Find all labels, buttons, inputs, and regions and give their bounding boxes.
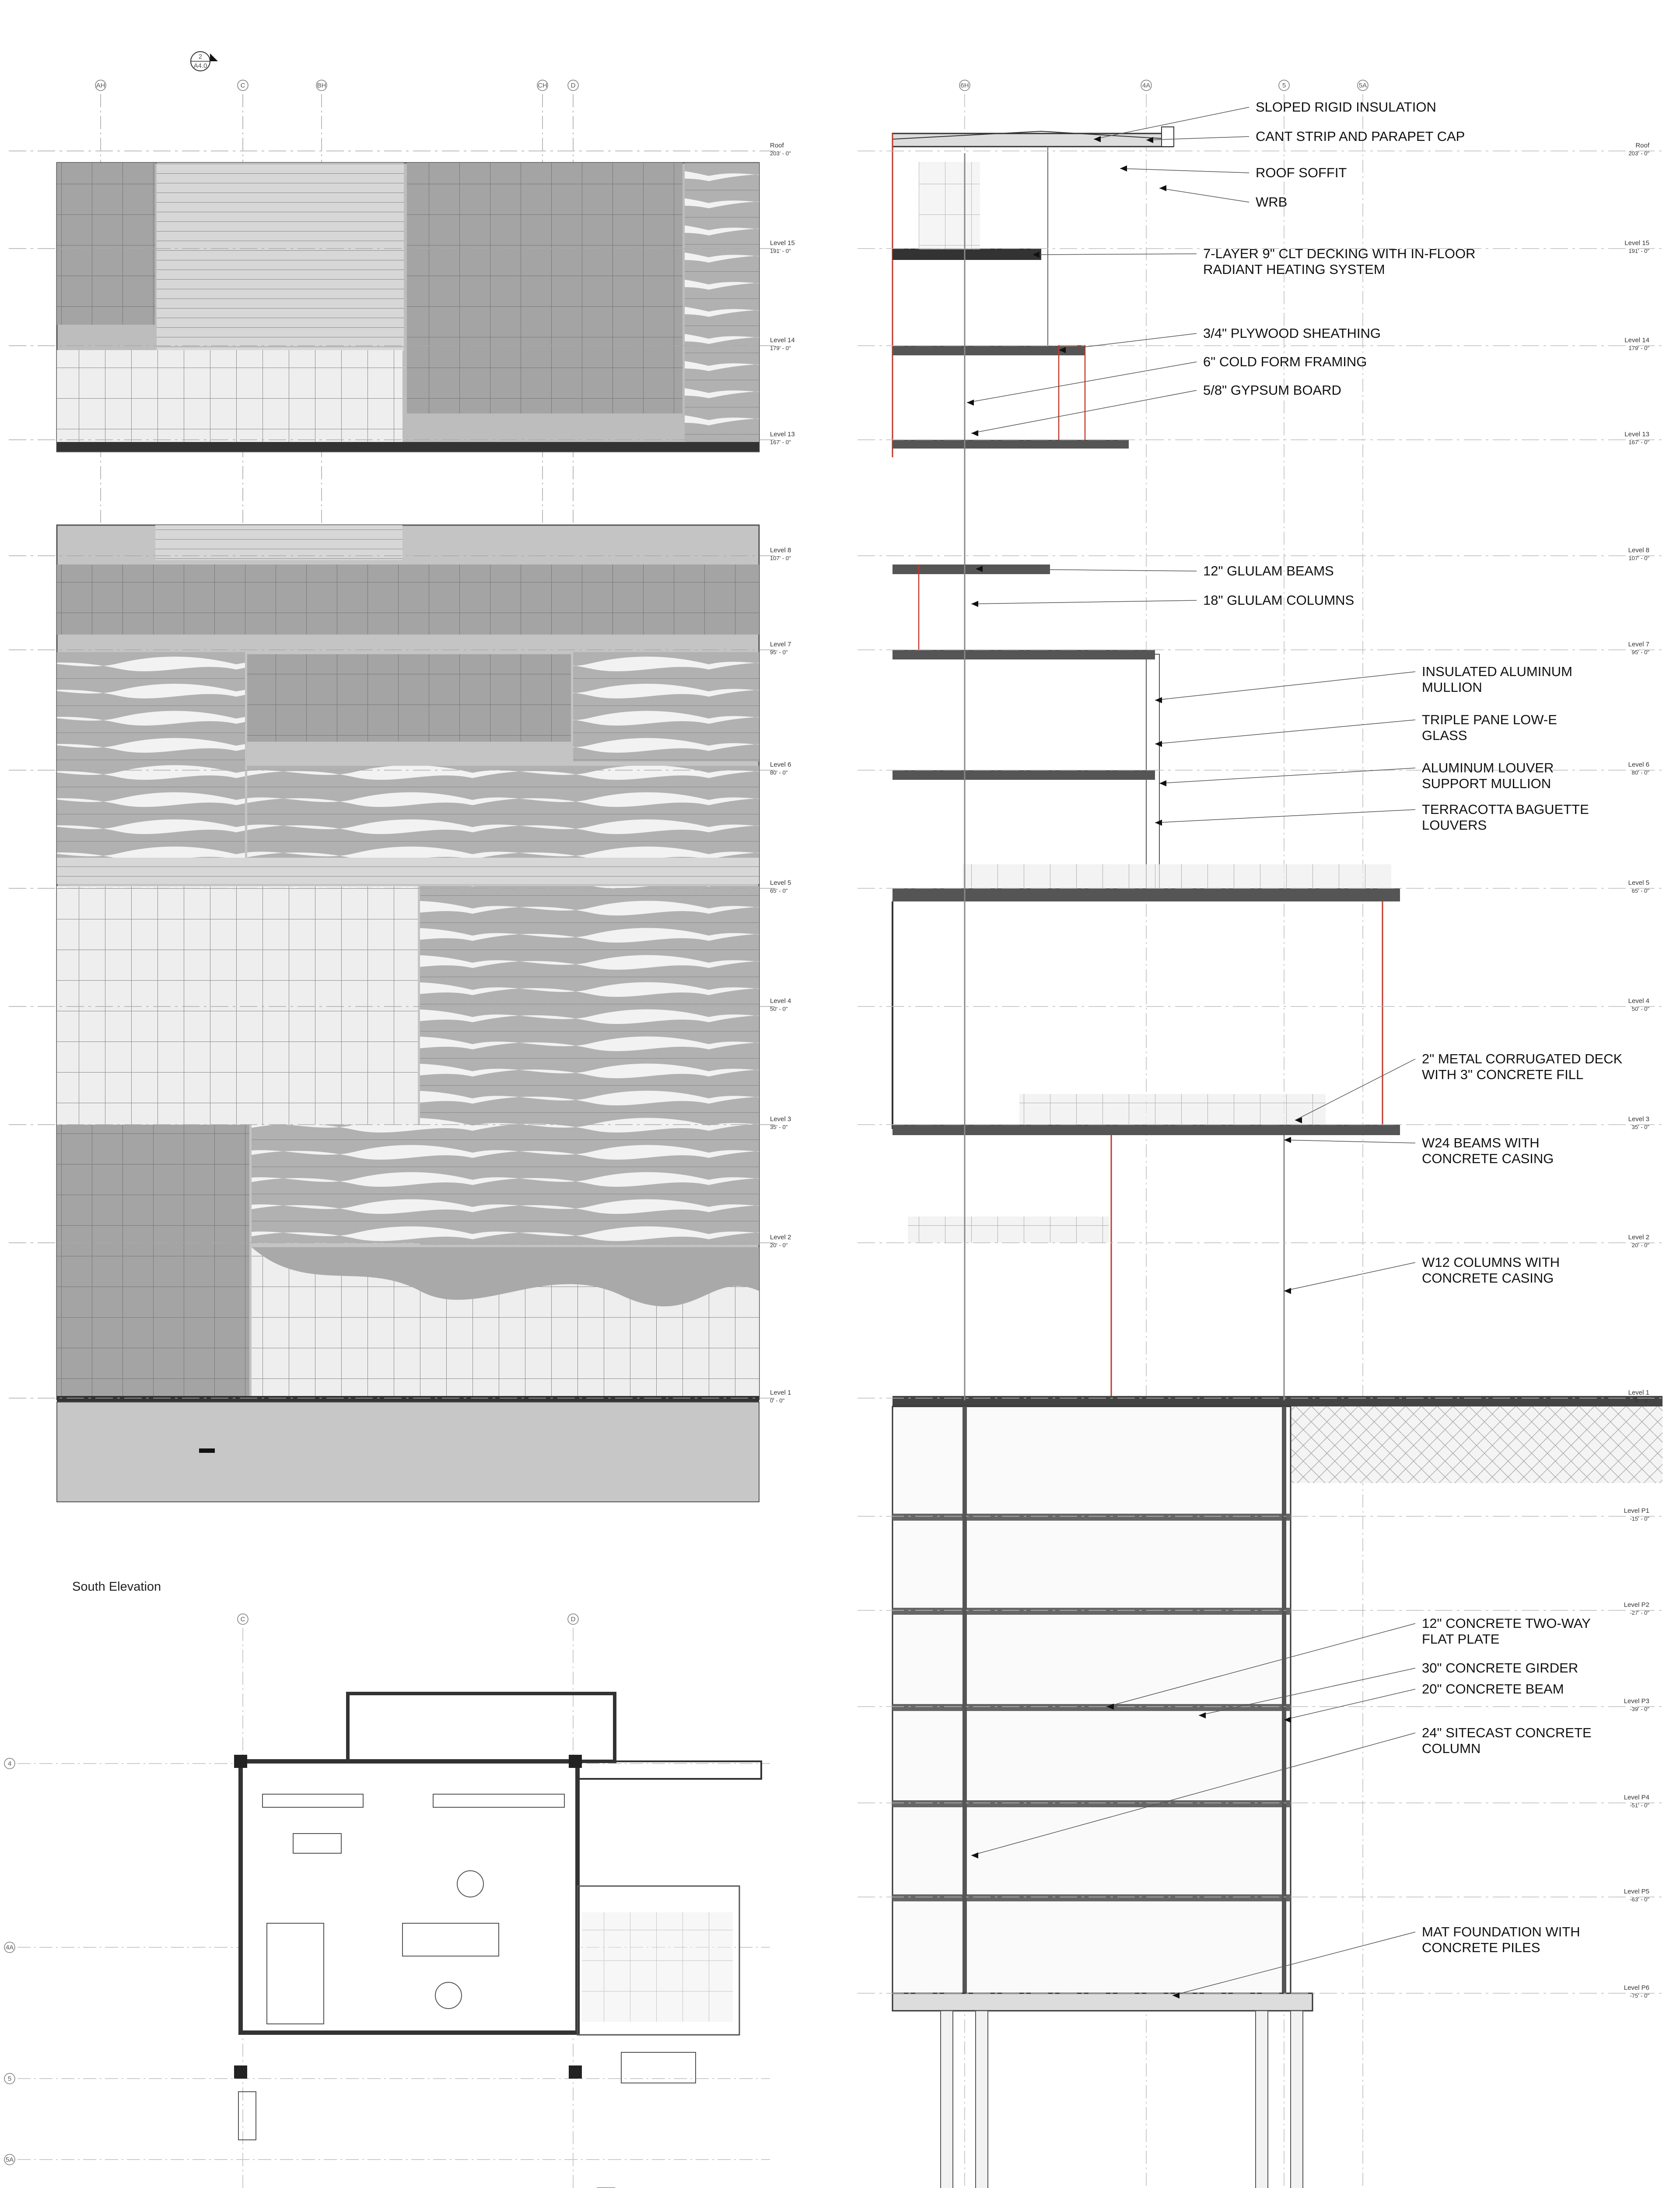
section-level-name: Level 3 [1628, 1115, 1649, 1123]
callout-leader [971, 600, 1197, 604]
elevation-grid-label: BH [317, 82, 326, 89]
parking-slab [892, 1514, 1291, 1521]
section-level-name: Level 6 [1628, 761, 1649, 768]
elevation-lower-curtain-wall [57, 886, 418, 1125]
elevation-level-name: Level 2 [770, 1234, 791, 1241]
callout [1155, 664, 1572, 703]
callout-text: INSULATED ALUMINUM [1422, 664, 1572, 679]
callout [1284, 1135, 1554, 1166]
elevation-level7-louvers [57, 652, 245, 858]
callout-text: RADIANT HEATING SYSTEM [1203, 262, 1385, 277]
plan-grid-label: 5 [7, 2075, 12, 2083]
building-section [858, 80, 1662, 2188]
parking-slab [892, 1608, 1291, 1615]
section-level6-slab [892, 770, 1155, 780]
callout [1159, 185, 1287, 210]
section-marker-number: 2 [198, 53, 203, 60]
section-level-elev: 65' - 0" [1631, 887, 1649, 894]
callout-text: 3/4" PLYWOOD SHEATHING [1203, 326, 1381, 341]
elevation-level-elev: 65' - 0" [770, 887, 788, 894]
callout-arrowhead [1159, 780, 1166, 786]
section-level-elev: 167' - 0" [1628, 439, 1649, 445]
callout-arrowhead [1284, 1288, 1291, 1294]
section-level-name: Level P6 [1624, 1984, 1649, 1992]
elevation-ground-slab [57, 1396, 759, 1402]
callout-text: SLOPED RIGID INSULATION [1256, 99, 1436, 115]
callout [971, 382, 1341, 436]
callout-text: CONCRETE PILES [1422, 1940, 1540, 1955]
concrete-pile [1256, 2011, 1268, 2188]
section-level-elev: -39' - 0" [1630, 1706, 1649, 1712]
parking-slab [892, 1894, 1291, 1901]
section-piles [941, 2011, 1303, 2188]
callout [1284, 1255, 1560, 1294]
section-level-name: Level 13 [1624, 431, 1649, 438]
section-level-elev: 179' - 0" [1628, 345, 1649, 351]
callout-text: 24" SITECAST CONCRETE [1422, 1725, 1592, 1740]
section-level-name: Level 7 [1628, 641, 1649, 648]
elevation-level-name: Level 6 [770, 761, 791, 768]
callout-text: TERRACOTTA BAGUETTE [1422, 802, 1589, 817]
callout-text: MULLION [1422, 680, 1482, 695]
callout [1155, 712, 1557, 747]
section-grid-label: 6H [960, 82, 969, 89]
callout-text: SUPPORT MULLION [1422, 776, 1551, 791]
callout-text: WITH 3" CONCRETE FILL [1422, 1067, 1584, 1082]
elevation-level-elev: 107' - 0" [770, 555, 791, 561]
callout-text: 6" COLD FORM FRAMING [1203, 354, 1367, 369]
section-level5-slab [892, 888, 1400, 901]
section-level-elev: 20' - 0" [1631, 1242, 1649, 1248]
section-level2-mezz [908, 1217, 1109, 1243]
section-level-name: Level P5 [1624, 1888, 1649, 1895]
callout [1155, 802, 1589, 833]
callout-leader [967, 362, 1197, 403]
section-level-name: Roof [1635, 142, 1649, 149]
section-level15-slab [892, 249, 1041, 260]
elevation-level-elev: 50' - 0" [770, 1006, 788, 1012]
section-level1-slab [892, 1396, 1662, 1406]
section-terrace-furniture [962, 864, 1391, 888]
section-level-elev: -15' - 0" [1630, 1515, 1649, 1522]
plan-grid-label: 4 [7, 1760, 12, 1767]
elevation-level-name: Roof [770, 142, 784, 149]
concrete-pile [976, 2011, 988, 2188]
elevation-level-name: Level 1 [770, 1389, 791, 1396]
plan-column-4 [569, 1755, 582, 1768]
callout-text: WRB [1256, 194, 1288, 210]
plan-grid-label: D [570, 1616, 576, 1623]
section-level-name: Level 15 [1624, 239, 1649, 247]
elevation-level6-louvers [247, 766, 759, 858]
callout [1120, 165, 1347, 180]
section-level-elev: 35' - 0" [1631, 1124, 1649, 1130]
elevation-level-name: Level 14 [770, 337, 795, 344]
elevation-level-elev: 80' - 0" [770, 769, 788, 776]
section-atrium-furniture [1019, 1094, 1326, 1125]
callout-text: W24 BEAMS WITH [1422, 1135, 1540, 1150]
elevation-level-elev: 179' - 0" [770, 345, 791, 351]
elevation-level-elev: 20' - 0" [770, 1242, 788, 1248]
callout-leader [1155, 720, 1415, 744]
elevation-marker [199, 1448, 215, 1453]
section-parking-structure [892, 1406, 1291, 1997]
plan-grid-label: 4A [5, 1944, 14, 1951]
section-roof-slab [892, 133, 1172, 147]
elevation-level-elev: 95' - 0" [770, 649, 788, 656]
callout-arrowhead [1155, 741, 1162, 747]
section-level-elev: -75' - 0" [1630, 1992, 1649, 1999]
section-level-elev: -51' - 0" [1630, 1802, 1649, 1809]
section-level-name: Level P1 [1624, 1507, 1649, 1515]
floor-plan [4, 1614, 770, 2188]
elevation-grid-label: CH [538, 82, 547, 89]
callout-text: 20" CONCRETE BEAM [1422, 1681, 1564, 1697]
callout [971, 593, 1354, 608]
elevation-upper-glass-left [57, 163, 155, 325]
callout-text: 7-LAYER 9" CLT DECKING WITH IN-FLOOR [1203, 246, 1476, 261]
elevation-level14-curtain-wall [57, 350, 402, 442]
elevation-foundation [57, 1402, 759, 1502]
elevation-level3-dark-panel [57, 1125, 249, 1396]
section-upper-glazing [919, 162, 980, 249]
parking-slab [892, 1704, 1291, 1711]
callout-arrowhead [971, 601, 978, 607]
concrete-pile [1291, 2011, 1303, 2188]
section-level-name: Level P2 [1624, 1601, 1649, 1609]
section-level-elev: 95' - 0" [1631, 649, 1649, 656]
elevation-title: South Elevation [72, 1580, 161, 1594]
section-level-elev: 107' - 0" [1628, 555, 1649, 561]
callout [1032, 246, 1475, 277]
elevation-level-elev: 203' - 0" [770, 150, 791, 157]
plan-east-tables [582, 1912, 733, 2022]
callout-leader [1059, 333, 1197, 350]
callout-arrowhead [1155, 820, 1162, 826]
callout-text: 18" GLULAM COLUMNS [1203, 593, 1354, 608]
section-level-name: Level 4 [1628, 997, 1649, 1005]
callout-text: CONCRETE CASING [1422, 1270, 1554, 1286]
elevation-upper-glass-right [407, 163, 682, 351]
elevation-level14-dark-glass [407, 350, 682, 414]
section-level-elev: 0' - 0" [1634, 1397, 1649, 1404]
section-grid-label: 4A [1142, 82, 1151, 89]
callout-text: 30" CONCRETE GIRDER [1422, 1660, 1578, 1676]
section-marker-sheet: A4.0 [193, 62, 207, 70]
section-parapet [1162, 127, 1174, 147]
callout-leader [1155, 810, 1415, 823]
callout-arrowhead [1159, 185, 1166, 191]
callout-arrowhead [1284, 1137, 1291, 1143]
callout-text: 12" GLULAM BEAMS [1203, 563, 1334, 579]
elevation-grid-label: AH [96, 82, 105, 89]
plan-outdoor-seat-1 [238, 2092, 256, 2140]
section-level13-slab [892, 440, 1129, 449]
plan-grid-label: 5A [5, 2156, 14, 2163]
callout-leader [1120, 168, 1249, 173]
callout [1146, 129, 1465, 144]
elevation-level-elev: 35' - 0" [770, 1124, 788, 1130]
section-level-elev: 50' - 0" [1631, 1006, 1649, 1012]
section-grid-label: 5 [1282, 82, 1286, 89]
callout [967, 354, 1367, 406]
callout-text: 12" CONCRETE TWO-WAY [1422, 1616, 1591, 1631]
elevation-level3-louvers [252, 1125, 420, 1243]
elevation-level7-glass [247, 654, 571, 742]
callout-arrowhead [971, 430, 978, 436]
plan-column-3 [234, 1755, 247, 1768]
callout [1295, 1051, 1623, 1123]
callout-leader [1295, 1059, 1415, 1120]
callout-text: CONCRETE CASING [1422, 1151, 1554, 1166]
elevation-upper-louvers-right [685, 163, 759, 452]
elevation-level-elev: 191' - 0" [770, 248, 791, 254]
callout-text: FLAT PLATE [1422, 1631, 1500, 1647]
callout-text: LOUVERS [1422, 817, 1487, 833]
elevation-level-name: Level 15 [770, 239, 795, 247]
elevation-upper-louvers [157, 163, 404, 351]
concrete-pile [941, 2011, 953, 2188]
section-level-name: Level 1 [1628, 1389, 1649, 1396]
elevation-grid-label: D [570, 82, 576, 89]
elevation-level7-louvers-right [573, 652, 759, 761]
south-elevation [9, 52, 795, 1594]
plan-north-wing [348, 1694, 615, 1761]
elevation-lower-louvers [420, 886, 759, 1245]
callout-leader [971, 390, 1197, 433]
plan-column-1 [234, 2065, 247, 2079]
callout-leader [1284, 1689, 1415, 1720]
callout-arrowhead [1120, 165, 1127, 172]
section-level-name: Level 8 [1628, 547, 1649, 554]
elevation-level13-edge [57, 442, 759, 452]
section-level14-slab [892, 346, 1085, 355]
plan-column-2 [569, 2065, 582, 2079]
section-level-name: Level 14 [1624, 337, 1649, 344]
section-level-name: Level P3 [1624, 1697, 1649, 1705]
section-cantilever [1059, 346, 1085, 442]
callout-leader [1159, 188, 1249, 202]
elevation-level-name: Level 13 [770, 431, 795, 438]
callout-leader [1155, 672, 1415, 700]
callout [1059, 326, 1381, 353]
section-level-name: Level 5 [1628, 879, 1649, 887]
callout-text: 5/8" GYPSUM BOARD [1203, 382, 1341, 398]
elevation-level-name: Level 5 [770, 879, 791, 887]
callout-text: TRIPLE PANE LOW-E [1422, 712, 1557, 727]
section-level-elev: 203' - 0" [1628, 150, 1649, 157]
callout-arrowhead [967, 400, 974, 406]
callout-text: COLUMN [1422, 1741, 1481, 1756]
callout-leader [1284, 1262, 1415, 1291]
parking-slab [892, 1800, 1291, 1807]
callout-text: W12 COLUMNS WITH [1422, 1255, 1560, 1270]
section-level-elev: 191' - 0" [1628, 248, 1649, 254]
callout-arrowhead [1155, 697, 1162, 703]
section-level-elev: -63' - 0" [1630, 1896, 1649, 1903]
section-mat-foundation [892, 1993, 1312, 2011]
section-level-name: Level 2 [1628, 1234, 1649, 1241]
elevation-level-name: Level 3 [770, 1115, 791, 1123]
callout [1159, 760, 1554, 791]
callout-leader [1284, 1140, 1415, 1143]
callout-text: GLASS [1422, 728, 1467, 743]
plan-outer-wall [241, 1761, 578, 2033]
section-level-elev: -27' - 0" [1630, 1609, 1649, 1616]
callout-text: ALUMINUM LOUVER [1422, 760, 1554, 775]
elevation-level5-edge [57, 858, 759, 884]
elevation-level8-glass [57, 565, 759, 635]
callout-leader [1032, 254, 1197, 255]
callout-text: CANT STRIP AND PARAPET CAP [1256, 129, 1465, 144]
elevation-level-elev: 0' - 0" [770, 1397, 785, 1404]
elevation-level-elev: 167' - 0" [770, 439, 791, 445]
section-level7-slab [892, 650, 1155, 659]
callout-text: MAT FOUNDATION WITH [1422, 1924, 1580, 1939]
plan-grid-label: C [240, 1616, 245, 1623]
section-level3-slab [892, 1125, 1400, 1135]
section-level-name: Level P4 [1624, 1794, 1649, 1801]
section-level-elev: 80' - 0" [1631, 769, 1649, 776]
callout-text: 2" METAL CORRUGATED DECK [1422, 1051, 1623, 1066]
elevation-level-name: Level 7 [770, 641, 791, 648]
elevation-level8-slats [155, 525, 402, 560]
callout-text: ROOF SOFFIT [1256, 165, 1347, 180]
elevation-level-name: Level 4 [770, 997, 791, 1005]
section-marker[interactable] [191, 52, 218, 71]
elevation-grid-label: C [240, 82, 245, 89]
elevation-level-name: Level 8 [770, 547, 791, 554]
section-grid-label: 5A [1358, 82, 1367, 89]
